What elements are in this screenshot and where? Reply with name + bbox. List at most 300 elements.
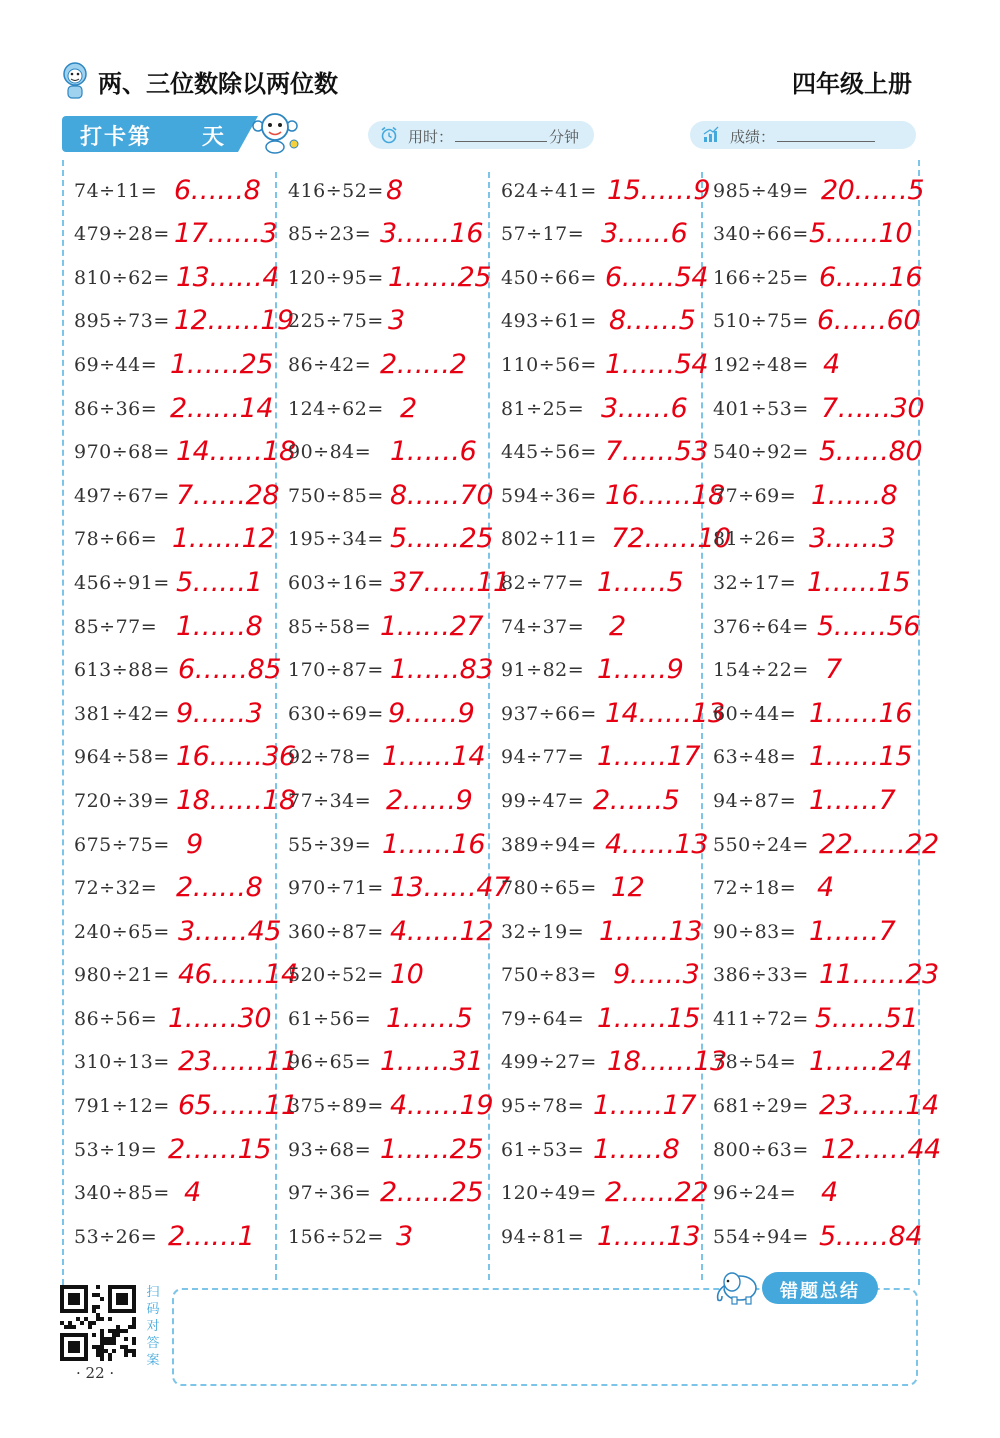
handwritten-answer: 1……83 <box>390 654 494 686</box>
handwritten-answer: 16……36 <box>176 741 296 773</box>
elephant-icon <box>710 1266 766 1306</box>
exercise-item <box>713 820 939 864</box>
exercise-item <box>74 733 296 777</box>
exercise-item <box>501 994 713 1038</box>
division-question: 970÷71= <box>288 877 384 900</box>
handwritten-answer: 1……8 <box>811 479 898 511</box>
handwritten-answer: 2……5 <box>593 784 680 816</box>
division-question: 613÷88= <box>74 659 170 682</box>
handwritten-answer: 15……9 <box>607 174 711 206</box>
exercise-item <box>713 646 925 690</box>
handwritten-answer: 65……11 <box>178 1090 298 1122</box>
exercise-item <box>74 864 286 908</box>
division-question: 124÷62= <box>288 397 384 420</box>
division-question: 110÷56= <box>501 353 597 376</box>
exercise-item <box>288 1125 500 1169</box>
exercise-item <box>713 297 925 341</box>
division-question: 77÷34= <box>288 789 372 812</box>
exercise-item <box>713 994 925 1038</box>
division-question: 154÷22= <box>713 659 809 682</box>
exercise-item <box>288 297 500 341</box>
exercise-item <box>74 1038 298 1082</box>
handwritten-answer: 5……56 <box>817 610 921 642</box>
division-question: 85÷23= <box>288 223 372 246</box>
exercise-column-4 <box>713 166 941 1256</box>
handwritten-answer: 5……10 <box>809 218 913 250</box>
handwritten-answer: 7……53 <box>605 436 709 468</box>
exercise-item <box>288 515 500 559</box>
division-question: 85÷77= <box>74 615 158 638</box>
handwritten-answer: 1……5 <box>386 1002 473 1034</box>
division-question: 60÷44= <box>713 702 797 725</box>
division-question: 675÷75= <box>74 833 170 856</box>
time-text <box>408 126 579 147</box>
division-question: 810÷62= <box>74 266 170 289</box>
division-question: 120÷95= <box>288 266 384 289</box>
division-question: 540÷92= <box>713 441 809 464</box>
unit-title: 两、三位数除以两位数 <box>98 70 338 98</box>
exercise-item <box>74 602 286 646</box>
division-question: 964÷58= <box>74 746 170 769</box>
exercise-item <box>501 297 713 341</box>
division-question: 240÷65= <box>74 920 170 943</box>
exercise-item <box>74 471 286 515</box>
score-text <box>730 126 875 147</box>
exercise-item <box>713 602 925 646</box>
exercise-item <box>288 340 500 384</box>
handwritten-answer: 18……13 <box>607 1046 727 1078</box>
handwritten-answer: 2 <box>400 392 417 424</box>
division-question: 170÷87= <box>288 659 384 682</box>
handwritten-answer: 17……3 <box>174 218 278 250</box>
handwritten-answer: 7 <box>825 654 842 686</box>
exercise-item <box>501 951 713 995</box>
handwritten-answer: 5……1 <box>176 566 263 598</box>
bar-chart-icon <box>702 126 720 144</box>
handwritten-answer: 5……84 <box>819 1220 923 1252</box>
handwritten-answer: 12 <box>611 872 645 904</box>
handwritten-answer: 1……12 <box>172 523 276 555</box>
exercise-item <box>501 558 713 602</box>
grade-label: 四年级上册 <box>792 70 912 98</box>
handwritten-answer: 22……22 <box>819 828 939 860</box>
handwritten-answer: 1……5 <box>597 566 684 598</box>
division-question: 79÷64= <box>501 1007 585 1030</box>
handwritten-answer: 14……13 <box>605 697 725 729</box>
score-field <box>690 121 916 149</box>
exercise-item <box>713 384 925 428</box>
division-question: 411÷72= <box>713 1007 809 1030</box>
division-question: 340÷85= <box>74 1182 170 1205</box>
handwritten-answer: 6……60 <box>817 305 921 337</box>
exercise-item <box>288 1038 500 1082</box>
handwritten-answer: 9……9 <box>388 697 475 729</box>
exercise-item <box>713 1169 925 1213</box>
handwritten-answer: 1……30 <box>168 1002 272 1034</box>
exercise-item <box>501 733 713 777</box>
division-question: 493÷61= <box>501 310 597 333</box>
handwritten-answer: 4 <box>821 1177 838 1209</box>
division-question: 681÷29= <box>713 1095 809 1118</box>
handwritten-answer: 1……8 <box>593 1133 680 1165</box>
handwritten-answer: 6……8 <box>174 174 261 206</box>
exercise-item <box>74 1169 286 1213</box>
handwritten-answer: 37……11 <box>390 566 510 598</box>
handwritten-answer: 1……15 <box>597 1002 701 1034</box>
handwritten-answer: 4 <box>823 348 840 380</box>
handwritten-answer: 4 <box>184 1177 201 1209</box>
exercise-item <box>288 210 500 254</box>
division-question: 32÷19= <box>501 920 585 943</box>
division-question: 479÷28= <box>74 223 170 246</box>
division-question: 416÷52= <box>288 179 384 202</box>
exercise-item <box>501 471 725 515</box>
handwritten-answer: 4……12 <box>390 915 494 947</box>
division-question: 61÷56= <box>288 1007 372 1030</box>
exercise-item <box>713 951 939 995</box>
handwritten-answer: 1……15 <box>809 741 913 773</box>
division-question: 74÷11= <box>74 179 158 202</box>
division-question: 550÷24= <box>713 833 809 856</box>
division-question: 802÷11= <box>501 528 597 551</box>
division-question: 360÷87= <box>288 920 384 943</box>
mistake-summary-tag <box>762 1272 878 1304</box>
division-question: 340÷66= <box>713 223 809 246</box>
exercise-item <box>288 471 500 515</box>
exercise-item <box>74 210 286 254</box>
division-question: 32÷17= <box>713 571 797 594</box>
division-question: 86÷42= <box>288 353 372 376</box>
handwritten-answer: 1……27 <box>380 610 484 642</box>
division-question: 53÷19= <box>74 1138 158 1161</box>
time-unit: 分钟 <box>549 128 580 146</box>
division-question: 554÷94= <box>713 1225 809 1248</box>
division-question: 225÷75= <box>288 310 384 333</box>
division-question: 195÷34= <box>288 528 384 551</box>
mistake-summary-label: 错题总结 <box>780 1281 860 1302</box>
division-question: 61÷53= <box>501 1138 585 1161</box>
division-question: 57÷17= <box>501 223 585 246</box>
handwritten-answer: 18……18 <box>176 784 296 816</box>
division-question: 310÷13= <box>74 1051 170 1074</box>
handwritten-answer: 1……9 <box>597 654 684 686</box>
exercise-item <box>501 646 713 690</box>
handwritten-answer: 3……45 <box>178 915 282 947</box>
division-question: 81÷26= <box>713 528 797 551</box>
exercise-item <box>74 384 286 428</box>
division-question: 81÷25= <box>501 397 585 420</box>
exercise-item <box>713 776 925 820</box>
exercise-item <box>288 428 500 472</box>
exercise-item <box>713 428 925 472</box>
exercise-item <box>74 689 286 733</box>
exercise-item <box>74 166 286 210</box>
division-question: 95÷78= <box>501 1095 585 1118</box>
exercise-item <box>74 428 296 472</box>
division-question: 750÷83= <box>501 964 597 987</box>
handwritten-answer: 23……14 <box>819 1090 939 1122</box>
checkin-banner <box>62 112 302 154</box>
handwritten-answer: 1……15 <box>807 566 911 598</box>
division-question: 156÷52= <box>288 1225 384 1248</box>
time-field <box>368 121 594 149</box>
handwritten-answer: 2……2 <box>380 348 467 380</box>
exercise-item <box>288 733 500 777</box>
handwritten-answer: 1……7 <box>809 784 896 816</box>
exercise-item <box>501 428 713 472</box>
handwritten-answer: 14……18 <box>176 436 296 468</box>
exercise-item <box>713 864 925 908</box>
handwritten-answer: 3 <box>396 1220 413 1252</box>
exercise-item <box>713 1038 925 1082</box>
division-question: 97÷36= <box>288 1182 372 1205</box>
handwritten-answer: 2……25 <box>380 1177 484 1209</box>
division-question: 603÷16= <box>288 571 384 594</box>
exercise-item <box>713 689 925 733</box>
score-label: 成绩： <box>730 128 776 146</box>
exercise-item <box>501 864 713 908</box>
division-question: 401÷53= <box>713 397 809 420</box>
handwritten-answer: 9……3 <box>176 697 263 729</box>
handwritten-answer: 72……10 <box>611 523 731 555</box>
handwritten-answer: 7……28 <box>176 479 280 511</box>
exercise-item <box>288 1212 500 1256</box>
exercise-item <box>713 1125 941 1169</box>
handwritten-answer: 1……25 <box>380 1133 484 1165</box>
handwritten-answer: 12……44 <box>821 1133 941 1165</box>
exercise-item <box>501 820 713 864</box>
division-question: 800÷63= <box>713 1138 809 1161</box>
exercise-item <box>288 994 500 1038</box>
exercise-item <box>288 558 510 602</box>
exercise-item <box>501 384 713 428</box>
exercise-item <box>713 558 925 602</box>
handwritten-answer: 3……6 <box>601 218 688 250</box>
alarm-clock-icon <box>380 126 398 144</box>
exercise-item <box>501 1125 713 1169</box>
exercise-item <box>501 340 713 384</box>
exercise-item <box>713 1212 925 1256</box>
division-question: 69÷44= <box>74 353 158 376</box>
exercise-item <box>288 864 510 908</box>
handwritten-answer: 5……51 <box>815 1002 919 1034</box>
division-question: 94÷81= <box>501 1225 585 1248</box>
handwritten-answer: 1……17 <box>593 1090 697 1122</box>
page-number: · 22 · <box>76 1364 115 1382</box>
handwritten-answer: 13……47 <box>390 872 510 904</box>
exercise-item <box>288 776 500 820</box>
exercise-item <box>74 297 294 341</box>
division-question: 389÷94= <box>501 833 597 856</box>
exercise-item <box>74 253 286 297</box>
handwritten-answer: 3……16 <box>380 218 484 250</box>
division-question: 91÷82= <box>501 659 585 682</box>
division-question: 499÷27= <box>501 1051 597 1074</box>
handwritten-answer: 2……1 <box>168 1220 255 1252</box>
exercise-item <box>74 1081 298 1125</box>
handwritten-answer: 1……31 <box>380 1046 484 1078</box>
handwritten-answer: 1……17 <box>597 741 701 773</box>
handwritten-answer: 1……25 <box>170 348 274 380</box>
exercise-item <box>288 646 500 690</box>
exercise-item <box>713 166 925 210</box>
exercise-item <box>74 515 286 559</box>
division-question: 82÷77= <box>501 571 585 594</box>
division-question: 937÷66= <box>501 702 597 725</box>
exercise-item <box>501 907 713 951</box>
division-question: 94÷77= <box>501 746 585 769</box>
exercise-item <box>74 1212 286 1256</box>
division-question: 74÷37= <box>501 615 585 638</box>
handwritten-answer: 9 <box>186 828 203 860</box>
handwritten-answer: 1……16 <box>382 828 486 860</box>
monkey-logo-icon <box>60 60 90 100</box>
exercise-item <box>74 994 286 1038</box>
handwritten-answer: 46……14 <box>178 959 298 991</box>
exercise-item <box>501 515 731 559</box>
exercise-item <box>288 602 500 646</box>
division-question: 72÷18= <box>713 877 797 900</box>
division-question: 376÷64= <box>713 615 809 638</box>
exercise-item <box>713 210 925 254</box>
exercise-item <box>288 951 500 995</box>
handwritten-answer: 1……16 <box>809 697 913 729</box>
division-question: 594÷36= <box>501 484 597 507</box>
exercise-item <box>501 166 713 210</box>
exercise-item <box>74 776 296 820</box>
handwritten-answer: 8……70 <box>390 479 494 511</box>
division-question: 86÷36= <box>74 397 158 420</box>
division-question: 192÷48= <box>713 353 809 376</box>
exercise-item <box>501 776 713 820</box>
handwritten-answer: 8 <box>386 174 403 206</box>
exercise-item <box>288 384 500 428</box>
division-question: 94÷87= <box>713 789 797 812</box>
exercise-item <box>74 558 286 602</box>
checkin-label: 打卡第 <box>80 125 153 150</box>
scan-for-answers-label: 扫码对答案 <box>146 1285 160 1368</box>
handwritten-answer: 6……85 <box>178 654 282 686</box>
division-question: 520÷52= <box>288 964 384 987</box>
handwritten-answer: 9……3 <box>613 959 700 991</box>
division-question: 386÷33= <box>713 964 809 987</box>
handwritten-answer: 6……16 <box>819 261 923 293</box>
exercise-item <box>288 1081 500 1125</box>
exercise-item <box>74 907 286 951</box>
division-question: 445÷56= <box>501 441 597 464</box>
handwritten-answer: 5……80 <box>819 436 923 468</box>
handwritten-answer: 20……5 <box>821 174 925 206</box>
division-question: 970÷68= <box>74 441 170 464</box>
exercise-item <box>288 1169 500 1213</box>
division-question: 96÷65= <box>288 1051 372 1074</box>
division-question: 93÷68= <box>288 1138 372 1161</box>
handwritten-answer: 1……25 <box>388 261 492 293</box>
division-question: 78÷54= <box>713 1051 797 1074</box>
division-question: 720÷39= <box>74 789 170 812</box>
division-question: 750÷85= <box>288 484 384 507</box>
handwritten-answer: 1……7 <box>809 915 896 947</box>
division-question: 92÷78= <box>288 746 372 769</box>
time-blank[interactable] <box>455 128 547 142</box>
exercise-item <box>74 1125 286 1169</box>
exercise-column-3 <box>501 166 731 1256</box>
handwritten-answer: 1……8 <box>176 610 263 642</box>
division-question: 90÷84= <box>288 441 372 464</box>
handwritten-answer: 1……24 <box>809 1046 913 1078</box>
handwritten-answer: 4……13 <box>605 828 709 860</box>
exercise-item <box>288 907 500 951</box>
handwritten-answer: 1……54 <box>605 348 709 380</box>
division-question: 99÷47= <box>501 789 585 812</box>
exercise-column-2 <box>288 166 510 1256</box>
division-question: 90÷83= <box>713 920 797 943</box>
exercise-item <box>74 951 298 995</box>
exercise-item <box>713 907 925 951</box>
handwritten-answer: 3 <box>388 305 405 337</box>
exercise-item <box>713 253 925 297</box>
handwritten-answer: 23……11 <box>178 1046 298 1078</box>
handwritten-answer: 1……13 <box>599 915 703 947</box>
division-question: 96÷24= <box>713 1182 797 1205</box>
exercise-item <box>501 1081 713 1125</box>
exercise-item <box>74 646 286 690</box>
exercise-item <box>713 1081 939 1125</box>
division-question: 77÷69= <box>713 484 797 507</box>
handwritten-answer: 2……14 <box>170 392 274 424</box>
division-question: 895÷73= <box>74 310 170 333</box>
exercise-item <box>74 340 286 384</box>
handwritten-answer: 7……30 <box>821 392 925 424</box>
exercise-item <box>288 820 500 864</box>
handwritten-answer: 11……23 <box>819 959 939 991</box>
qr-code-icon[interactable] <box>60 1285 140 1361</box>
division-question: 63÷48= <box>713 746 797 769</box>
division-question: 120÷49= <box>501 1182 597 1205</box>
handwritten-answer: 5……25 <box>390 523 494 555</box>
division-question: 510÷75= <box>713 310 809 333</box>
exercise-item <box>501 1169 713 1213</box>
division-question: 456÷91= <box>74 571 170 594</box>
division-question: 72÷32= <box>74 877 158 900</box>
division-question: 985÷49= <box>713 179 809 202</box>
handwritten-answer: 2……22 <box>605 1177 709 1209</box>
exercise-item <box>713 733 925 777</box>
handwritten-answer: 6……54 <box>605 261 709 293</box>
exercise-item <box>501 689 725 733</box>
division-question: 85÷58= <box>288 615 372 638</box>
exercise-item <box>713 340 925 384</box>
handwritten-answer: 10 <box>390 959 424 991</box>
exercise-item <box>288 689 500 733</box>
exercise-item <box>501 1212 713 1256</box>
division-question: 375÷89= <box>288 1095 384 1118</box>
exercise-item <box>74 820 286 864</box>
division-question: 780÷65= <box>501 877 597 900</box>
exercise-item <box>713 515 925 559</box>
division-question: 53÷26= <box>74 1225 158 1248</box>
score-blank[interactable] <box>777 128 875 142</box>
checkin-day-label: 天 <box>202 125 225 150</box>
exercise-item <box>501 602 713 646</box>
exercise-item <box>501 1038 727 1082</box>
page-header <box>60 58 920 106</box>
exercise-column-1 <box>74 166 298 1256</box>
handwritten-answer: 8……5 <box>609 305 696 337</box>
division-question: 78÷66= <box>74 528 158 551</box>
handwritten-answer: 2……8 <box>176 872 263 904</box>
handwritten-answer: 1……13 <box>597 1220 701 1252</box>
